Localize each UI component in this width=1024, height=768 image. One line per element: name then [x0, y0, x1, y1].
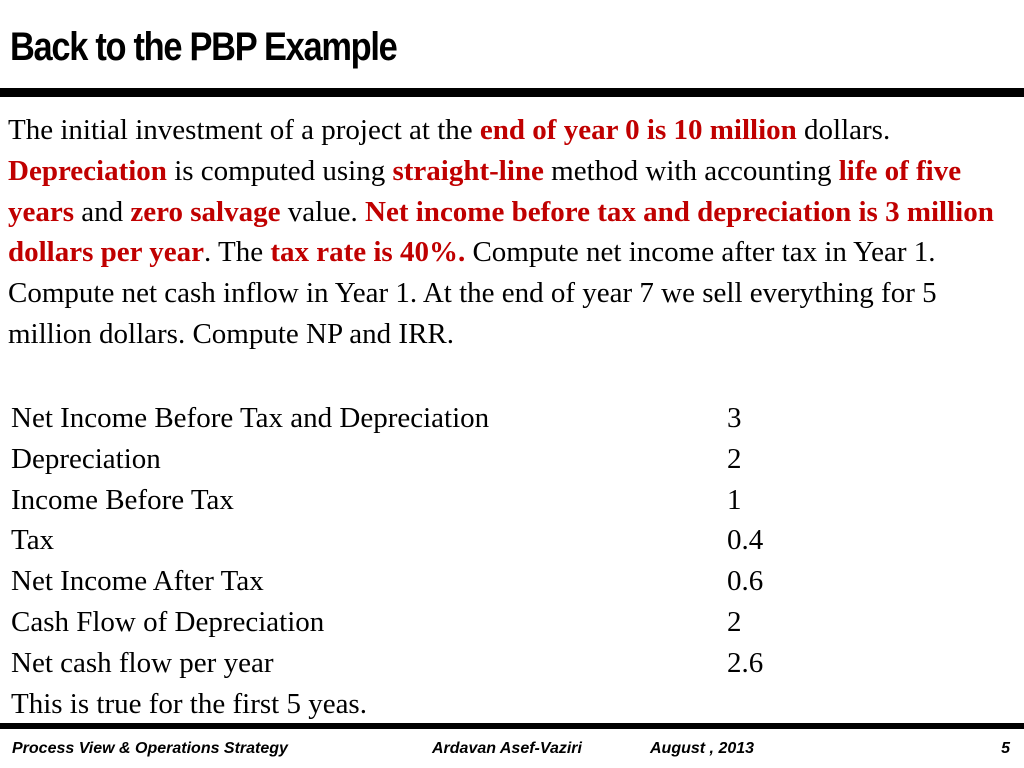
problem-statement	[8, 110, 1014, 355]
table-row	[11, 398, 911, 439]
row-value: 0.4	[727, 524, 764, 557]
row-label: Income Before Tax	[11, 483, 234, 516]
row-label: Net cash flow per year	[11, 646, 274, 679]
row-label: Net Income Before Tax and Depreciation	[11, 402, 490, 434]
footer-date: August , 2013	[650, 740, 755, 757]
table-row	[11, 480, 911, 521]
body-text: Compute net income after tax in Year 1. Compute net cash inflow in Year 1. At the end of year 7 we sell everything for 5 million dollars. Compute NP and IRR.	[8, 236, 937, 350]
row-label: Depreciation	[11, 442, 161, 475]
body-text: method with accounting	[543, 154, 839, 187]
body-text: is computed using	[166, 154, 393, 187]
table-row	[11, 520, 911, 561]
table-row	[11, 439, 911, 480]
title-divider	[0, 88, 1024, 97]
row-value: 3	[727, 402, 742, 434]
page-number: 5	[1001, 740, 1010, 757]
highlight-straight-line: straight-line	[392, 154, 544, 187]
row-value: 2	[727, 442, 742, 475]
row-label: Net Income After Tax	[11, 565, 264, 598]
body-text: The initial investment of a project at the	[8, 114, 480, 146]
table-row	[11, 602, 911, 643]
highlight-initial-investment: end of year 0 is 10 million	[479, 114, 797, 146]
table-note: This is true for the first 5 yeas.	[11, 688, 367, 720]
row-value: 2	[727, 605, 742, 638]
body-text: dollars.	[796, 114, 891, 146]
row-value: 0.6	[727, 565, 764, 598]
highlight-depreciation: Depreciation	[8, 154, 167, 187]
footer-course: Process View & Operations Strategy	[12, 740, 288, 757]
table-row	[11, 643, 911, 684]
highlight-net-income: Net income before tax and depreciation is 3 million dollars per year	[8, 195, 994, 269]
table-row	[11, 561, 911, 602]
row-label: Cash Flow of Depreciation	[11, 605, 325, 638]
highlight-salvage: zero salvage	[130, 195, 281, 228]
footer-author: Ardavan Asef-Vaziri	[432, 740, 582, 757]
body-text: and	[74, 195, 131, 228]
row-value: 2.6	[727, 646, 764, 679]
row-value: 1	[727, 483, 742, 516]
slide-title: Back to the PBP Example	[10, 25, 397, 69]
highlight-life: life of five years	[8, 154, 962, 228]
cash-flow-table	[11, 398, 911, 684]
highlight-tax-rate: tax rate is 40%.	[270, 236, 466, 269]
body-text: . The	[204, 236, 271, 269]
body-text: value.	[280, 195, 366, 228]
row-label: Tax	[11, 524, 55, 557]
footer-divider	[0, 723, 1024, 729]
